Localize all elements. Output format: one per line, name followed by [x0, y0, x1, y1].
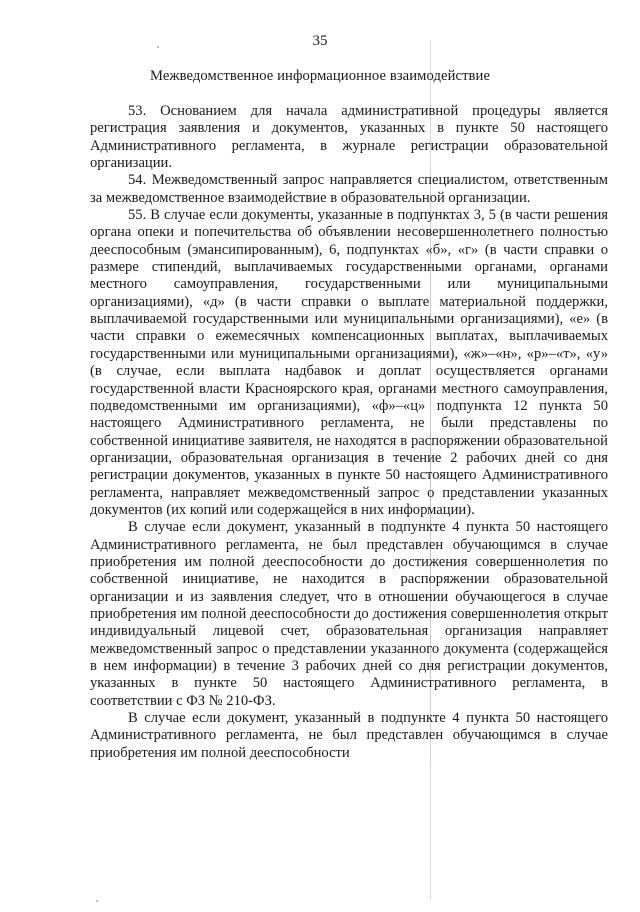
document-body	[90, 103, 608, 762]
paragraph-55-case-2: В случае если документ, указанный в подпункте 4 пункта 50 настоящего Административного регламента, не был представлен обучающимся в случае приобретения им полной дееспособности	[90, 710, 608, 761]
page-number: 35	[312, 33, 328, 49]
paragraph-53: 53. Основанием для начала административной процедуры является регистрация заявления и документов, указанных в пункте 50 настоящего Административного регламента, в журнале регистрации образовательной организации.	[90, 103, 608, 172]
section-heading: Межведомственное информационное взаимодействие	[149, 68, 491, 84]
paragraph-55: 55. В случае если документы, указанные в подпунктах 3, 5 (в части решения органа опеки и попечительства об объявлении несовершеннолетнего полностью дееспособным (эмансипированным), 6, подпунктах «б», «г» (в части справки о размере стипендий, выплачиваемых государственными органами, органами местного самоуправления, государственными или муниципальными организациями), «д» (в части справки о выплате материальной поддержки, выплачиваемой государственными или муниципальными организациями), «е» (в части справки о ежемесячных компенсационных выплатах, выплачиваемых государственными или муниципальными организациями), «ж»–«н», «р»–«т», «у» (в случае, если выплата надбавок и доплат осуществляется органами государственной власти Красноярского края, органами местного самоуправления, подведомственными им организациями), «ф»–«ц» подпункта 12 пункта 50 настоящего Административного регламента, не были представлены по собственной инициативе заявителя, не находятся в распоряжении образовательной организации, образовательная организация в течение 2 рабочих дней со дня регистрации документов, указанных в пункте 50 настоящего Административного регламента, направляет межведомственный запрос о представлении указанных документов (их копий или содержащейся в них информации).	[90, 207, 608, 518]
scan-speck	[96, 900, 98, 902]
paragraph-54: 54. Межведомственный запрос направляется специалистом, ответственным за межведомственное взаимодействие в образовательной организации.	[90, 172, 608, 206]
paragraph-55-case-1: В случае если документ, указанный в подпункте 4 пункта 50 настоящего Административного регламента, не был представлен обучающимся в случае приобретения им полной дееспособности до достижения совершеннолетия по собственной инициативе, не находится в распоряжении образовательной организации и из заявления следует, что в отношении обучающегося в случае приобретения им полной дееспособности до достижения совершеннолетия открыт индивидуальный лицевой счет, образовательная организация направляет межведомственный запрос о представлении указанного документа (содержащейся в нем информации) в течение 3 рабочих дней со дня регистрации документов, указанных в пункте 50 настоящего Административного регламента, в соответствии с ФЗ № 210-ФЗ.	[90, 519, 608, 709]
